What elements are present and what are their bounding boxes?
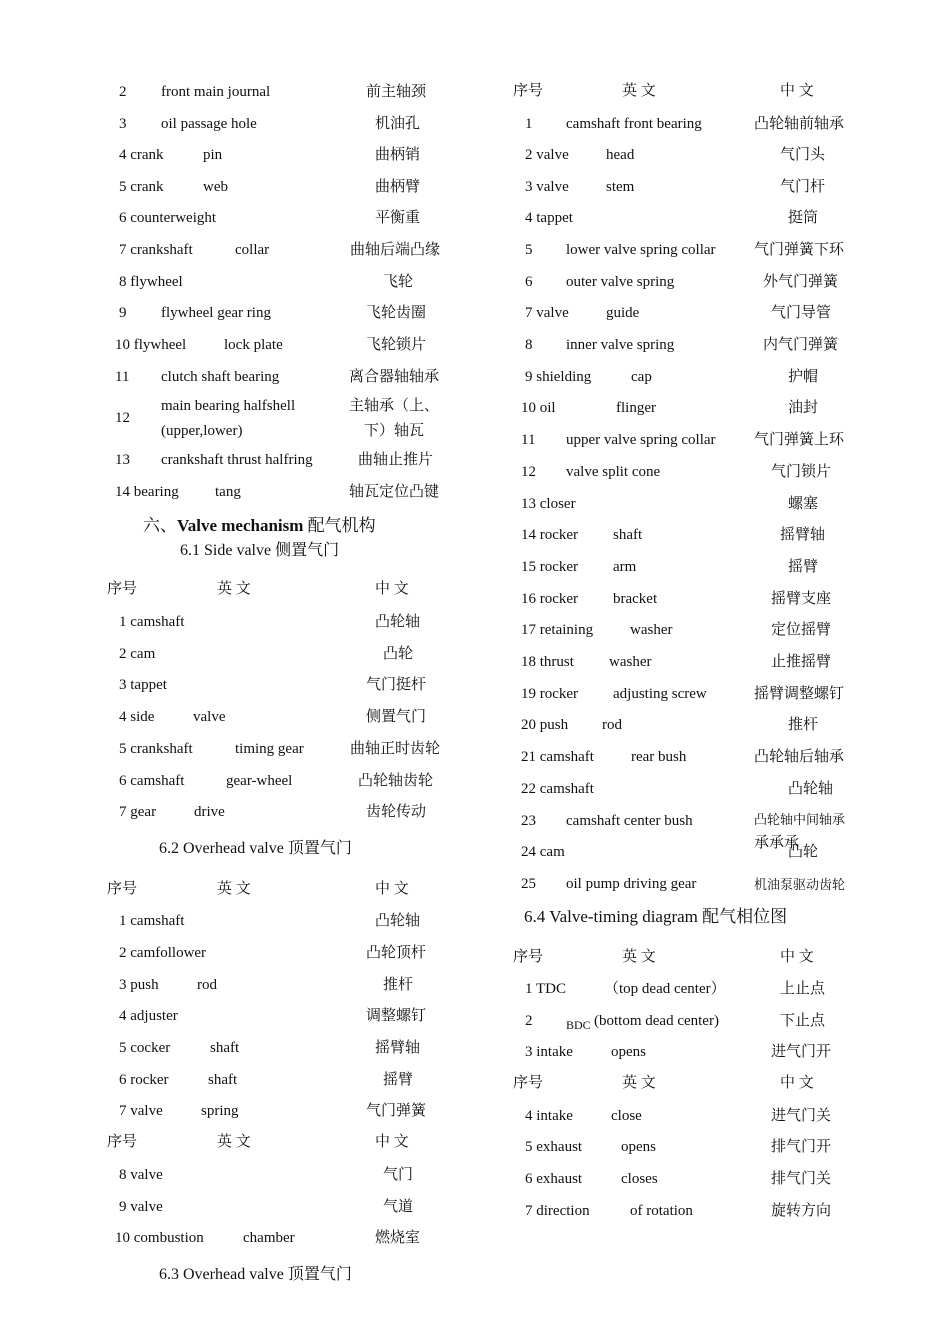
row-chinese: 凸轮顶杆 [366,945,427,961]
row-number: 10 combustion [115,1230,204,1246]
row-english: （top dead center） [604,981,726,997]
row-number: 19 rocker [521,686,579,702]
row-chinese: 止推摇臂 [771,654,832,670]
row-english: lock plate [224,337,283,353]
row-number: 7 direction [525,1203,590,1219]
row-english: lower valve spring collar [566,242,716,258]
row-number: 3 [119,116,127,132]
row-english: shaft [210,1040,240,1056]
row-chinese: 调整螺钉 [366,1008,427,1024]
row-number: 6 [525,274,533,290]
row-english: collar [235,242,270,258]
row-number: 3 valve [525,179,569,195]
row-number: 9 [119,305,127,321]
row-english: guide [606,305,640,321]
row-english: chamber [243,1230,295,1246]
row-chinese: 气门弹簧 [366,1103,427,1119]
row-english: pin [203,147,223,163]
row-chinese: 螺塞 [788,496,819,512]
row-number: 17 retaining [521,622,594,638]
row-chinese: 气道 [383,1199,414,1215]
header-english: 英 文 [622,949,656,965]
row-chinese: 凸轮轴齿轮 [358,773,434,789]
row-chinese: 摇臂支座 [771,591,832,607]
row-chinese: 内气门弹簧 [763,337,839,353]
row-number: 15 rocker [521,559,579,575]
row-number: 1 TDC [525,981,566,997]
row-chinese: 挺筒 [788,210,819,226]
row-number: 6 camshaft [119,773,185,789]
row-chinese: 飞轮 [383,274,414,290]
row-chinese: 上止点 [780,981,826,997]
row-english: spring [201,1103,239,1119]
row-number: 2 camfollower [119,945,207,961]
row-chinese: 气门导管 [771,305,832,321]
row-number: 5 crank [119,179,164,195]
row-english: valve split cone [566,464,661,480]
row-number: 5 exhaust [525,1139,583,1155]
row-chinese: 推杆 [788,717,819,733]
row-chinese: 气门头 [780,147,826,163]
row-number: 12 [115,410,130,426]
row-english: tang [215,484,241,500]
row-english: shaft [613,527,643,543]
row-chinese: 气门弹簧上环 [754,432,845,448]
row-chinese: 下止点 [780,1013,826,1029]
row-english: close [611,1108,642,1124]
row-english: rod [602,717,622,733]
row-english: flinger [616,400,656,416]
header-number: 序号 [513,949,544,965]
row-chinese: 曲柄臂 [375,179,421,195]
row-number: 3 intake [525,1044,573,1060]
header-chinese: 中 文 [780,1075,814,1091]
subsection-title-6-4: 6.4 Valve-timing diagram 配气相位图 [524,907,788,926]
row-english: cap [631,369,652,385]
row-chinese: 摇臂 [788,559,819,575]
row-chinese: 旋转方向 [771,1203,832,1219]
row-chinese: 飞轮齿圈 [366,305,427,321]
row-chinese: 气门杆 [780,179,826,195]
subsection-title-6-2: 6.2 Overhead valve 顶置气门 [159,840,352,857]
row-english: oil passage hole [161,116,257,132]
row-english: arm [613,559,637,575]
row-chinese: 燃烧室 [375,1230,421,1246]
header-chinese: 中 文 [375,1134,409,1150]
row-number: 12 [521,464,536,480]
row-chinese: 凸轮轴 [375,614,421,630]
header-number: 序号 [107,581,138,597]
row-english: clutch shaft bearing [161,369,280,385]
row-chinese: 离合器轴轴承 [349,369,440,385]
row-english: drive [194,804,225,820]
row-number: 4 intake [525,1108,573,1124]
row-chinese: 摇臂调整螺钉 [754,686,845,702]
row-number: 1 camshaft [119,913,185,929]
row-chinese: 凸轮 [788,844,819,860]
row-chinese: 曲轴正时齿轮 [350,741,441,757]
row-chinese: 曲柄销 [375,147,421,163]
row-number: 14 bearing [115,484,179,500]
row-english: stem [606,179,635,195]
row-number: 11 [521,432,536,448]
row-english: of rotation [630,1203,693,1219]
header-english: 英 文 [217,581,251,597]
row-chinese: 飞轮锁片 [366,337,427,353]
row-number: 7 valve [119,1103,163,1119]
row-number: 23 [521,813,536,829]
row-chinese: 排气门关 [771,1171,832,1187]
row-english: web [203,179,228,195]
row-english: crankshaft thrust halfring [161,452,313,468]
row-english: camshaft center bush [566,813,693,829]
row-number: 9 shielding [525,369,592,385]
row-chinese: 齿轮传动 [366,804,427,820]
row-english: rod [197,977,217,993]
header-chinese: 中 文 [780,949,814,965]
row-english-small: BDC [566,1018,591,1032]
row-number: 10 oil [521,400,556,416]
section-prefix: 六、 [143,516,177,535]
row-number: 1 camshaft [119,614,185,630]
row-chinese: 凸轮轴 [788,781,834,797]
row-number: 7 gear [119,804,157,820]
row-chinese: 进气门开 [771,1044,832,1060]
row-chinese: 护帽 [788,369,819,385]
overlap-chars: 承承承 [754,835,800,851]
row-english: inner valve spring [566,337,675,353]
row-english: flywheel gear ring [161,305,271,321]
row-number: 25 [521,876,536,892]
header-chinese: 中 文 [780,83,814,99]
row-english: valve [193,709,226,725]
row-number: 6 counterweight [119,210,217,226]
row-chinese: 曲轴后端凸缘 [350,242,441,258]
header-chinese: 中 文 [375,881,409,897]
header-english: 英 文 [622,1075,656,1091]
row-number: 4 adjuster [119,1008,178,1024]
row-chinese: 摇臂 [383,1072,414,1088]
row-number: 7 crankshaft [119,242,193,258]
row-number: 13 [115,452,130,468]
row-number: 4 crank [119,147,164,163]
row-chinese-continued: 下）轴瓦 [364,423,425,439]
row-chinese: 气门挺杆 [366,677,427,693]
row-chinese: 气门弹簧下环 [754,242,845,258]
row-number: 3 push [119,977,159,993]
row-english: timing gear [235,741,304,757]
row-chinese: 凸轮 [383,646,414,662]
row-chinese: 轴瓦定位凸键 [349,484,440,500]
row-number: 5 crankshaft [119,741,193,757]
header-number: 序号 [107,881,138,897]
row-english: opens [611,1044,646,1060]
row-english: washer [630,622,673,638]
row-english-continued: (upper,lower) [161,423,243,439]
row-number: 2 valve [525,147,569,163]
row-number: 20 push [521,717,569,733]
header-chinese: 中 文 [375,581,409,597]
row-chinese: 曲轴止推片 [358,452,434,468]
row-number: 8 [525,337,533,353]
row-chinese: 摇臂轴 [780,527,826,543]
row-english: bracket [613,591,658,607]
row-chinese: 摇臂轴 [375,1040,421,1056]
row-english: gear-wheel [226,773,293,789]
row-chinese: 排气门开 [771,1139,832,1155]
row-chinese: 机油泵驱动齿轮 [754,877,846,892]
header-english: 英 文 [622,83,656,99]
row-english: head [606,147,635,163]
row-chinese: 机油孔 [375,116,421,132]
row-number: 8 valve [119,1167,163,1183]
row-number: 11 [115,369,130,385]
row-english: adjusting screw [613,686,707,702]
header-number: 序号 [107,1134,138,1150]
row-english: oil pump driving gear [566,876,697,892]
row-number: 9 valve [119,1199,163,1215]
row-english: upper valve spring collar [566,432,716,448]
section-chinese: 配气机构 [307,516,376,535]
row-chinese: 外气门弹簧 [763,274,839,290]
row-number: 7 valve [525,305,569,321]
row-english: (bottom dead center) [594,1013,719,1029]
row-number: 8 flywheel [119,274,183,290]
header-number: 序号 [513,1075,544,1091]
subsection-title-6-3: 6.3 Overhead valve 顶置气门 [159,1266,352,1283]
row-number: 13 closer [521,496,576,512]
header-number: 序号 [513,83,544,99]
row-number: 2 [119,84,127,100]
row-number: 2 [525,1013,533,1029]
row-number: 3 tappet [119,677,167,693]
row-chinese: 推杆 [383,977,414,993]
row-chinese: 气门锁片 [771,464,832,480]
row-number: 5 cocker [119,1040,171,1056]
header-english: 英 文 [217,881,251,897]
header-english: 英 文 [217,1134,251,1150]
row-chinese: 凸轮轴后轴承 [754,749,845,765]
row-chinese: 前主轴颈 [366,84,427,100]
row-english: main bearing halfshell [161,398,296,414]
row-english: washer [609,654,652,670]
row-chinese: 侧置气门 [366,709,427,725]
row-number: 2 cam [119,646,156,662]
row-number: 21 camshaft [521,749,594,765]
row-number: 4 side [119,709,155,725]
row-english: front main journal [161,84,271,100]
row-chinese: 凸轮轴中间轴承 [754,812,846,827]
row-number: 1 [525,116,533,132]
row-english: outer valve spring [566,274,675,290]
row-number: 18 thrust [521,654,574,670]
row-english: rear bush [631,749,687,765]
row-number: 22 camshaft [521,781,594,797]
row-number: 14 rocker [521,527,579,543]
row-number: 6 exhaust [525,1171,583,1187]
row-number: 16 rocker [521,591,579,607]
row-chinese: 凸轮轴 [375,913,421,929]
row-number: 4 tappet [525,210,573,226]
section-english: Valve mechanism [177,516,304,535]
row-chinese: 气门 [383,1167,414,1183]
row-english: opens [621,1139,656,1155]
row-chinese: 定位摇臂 [771,622,832,638]
row-english: shaft [208,1072,238,1088]
subsection-title-6-1: 6.1 Side valve 侧置气门 [180,542,340,559]
row-number: 5 [525,242,533,258]
row-chinese: 凸轮轴前轴承 [754,116,845,132]
row-number: 6 rocker [119,1072,169,1088]
row-english: closes [621,1171,658,1187]
row-chinese: 进气门关 [771,1108,832,1124]
row-chinese: 平衡重 [375,210,421,226]
row-number: 10 flywheel [115,337,187,353]
row-number: 24 cam [521,844,565,860]
row-english: camshaft front bearing [566,116,702,132]
row-chinese: 油封 [788,400,819,416]
section-heading [143,516,376,536]
row-chinese: 主轴承（上、 [349,398,440,414]
